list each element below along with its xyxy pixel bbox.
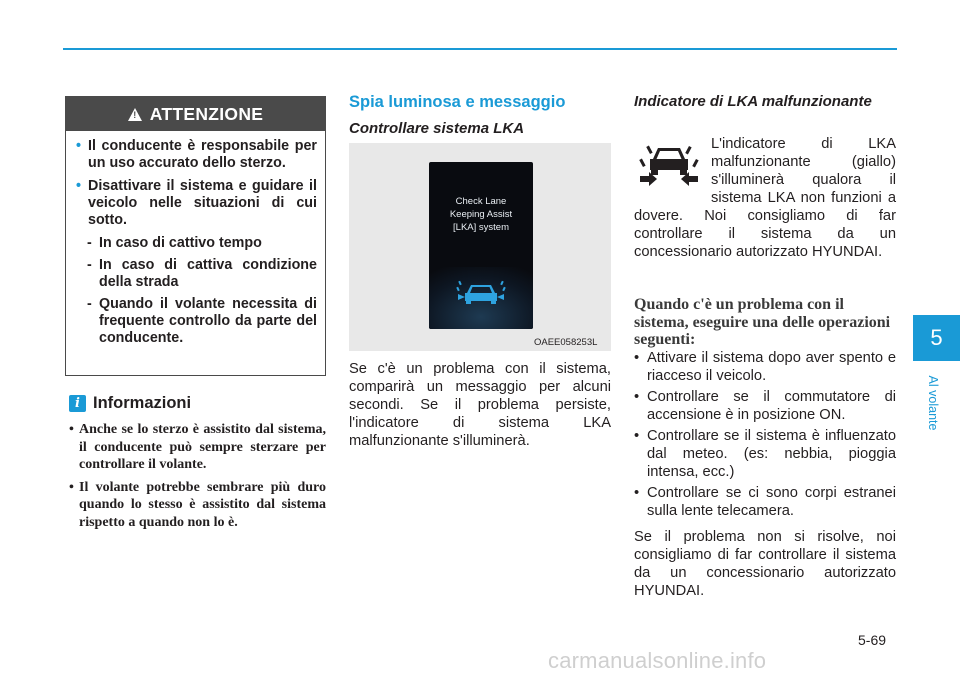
- info-title: Informazioni: [93, 394, 192, 412]
- step-item: • Controllare se il sistema è influenzato dal meteo. (es: nebbia, pioggia intensa, ecc.): [634, 427, 896, 481]
- info-bullet: • Anche se lo sterzo è assistito dal sistema, il conducente può sempre sterzare per controllare il volante.: [69, 421, 326, 474]
- warning-sub-item: - Quando il volante necessita di frequente controllo da parte del conducente.: [87, 296, 317, 346]
- cluster-display: [429, 162, 533, 329]
- warning-sub-item-text: In caso di cattiva condizione della strada: [99, 257, 317, 290]
- section-heading: Spia luminosa e messaggio: [349, 93, 566, 111]
- cluster-message-line: Check Lane: [455, 196, 507, 207]
- final-paragraph: Se il problema non si risolve, noi consigliamo di far controllare il sistema da un concessionario autorizzato HYUNDAI.: [634, 529, 896, 599]
- middle-paragraph: Se c'è un problema con il sistema, comparirà un messaggio per alcuni secondi. Se il problema persiste, l'indicatore di sistema LKA malfunzionante s'illuminerà.: [349, 361, 611, 449]
- info-bullet: • Il volante potrebbe sembrare più duro quando lo stesso è assistito dal sistema rispetto a quando non lo è.: [69, 479, 326, 532]
- warning-title: ATTENZIONE: [149, 103, 264, 124]
- step-item: • Attivare il sistema dopo aver spento e riacceso il veicolo.: [634, 349, 896, 385]
- warning-sub-item-text: In caso di cattivo tempo: [99, 235, 262, 251]
- watermark: carmanualsonline.info: [548, 648, 767, 673]
- steps-list: [634, 349, 896, 600]
- info-list: [69, 421, 326, 536]
- chapter-label: [924, 368, 942, 438]
- warning-sub-item-text: Quando il volante necessita di frequente controllo da parte del conducente.: [99, 296, 317, 346]
- info-header: [69, 394, 191, 413]
- warning-bullet: • Disattivare il sistema e guidare il veicolo nelle situazioni di cui sotto.: [76, 178, 317, 229]
- chapter-label-text: Al volante: [926, 375, 940, 431]
- indicator-description: [634, 135, 896, 261]
- chapter-tab: 5: [913, 315, 960, 361]
- warning-header: [66, 97, 325, 131]
- step-item: • Controllare se il commutatore di accensione è in posizione ON.: [634, 388, 896, 424]
- warning-body: [66, 131, 325, 347]
- section-subheading: Controllare sistema LKA: [349, 120, 525, 137]
- lka-blue-icon: [455, 279, 507, 309]
- problem-heading: Quando c'è un problema con il sistema, eseguire una delle operazioni seguenti:: [634, 296, 891, 348]
- warning-sub-item: - In caso di cattiva condizione della strada: [87, 257, 317, 290]
- page-number: 5-69: [858, 632, 887, 648]
- warning-sub-item: - In caso di cattivo tempo: [87, 235, 262, 251]
- warning-triangle-icon: !: [128, 108, 142, 121]
- cluster-message: [429, 195, 533, 234]
- indicator-text: L'indicatore di LKA malfunzionante (giallo) s'illuminerà qualora il sistema LKA non funzioni a dovere. Noi consigliamo di far controllare il sistema da un concessionario autorizzato HYUNDAI.: [634, 136, 896, 260]
- right-subheading: Indicatore di LKA malfunzionante: [634, 93, 872, 110]
- warning-box: [65, 96, 326, 376]
- cluster-message-line: Keeping Assist: [449, 209, 513, 220]
- top-rule: [63, 48, 897, 50]
- image-code: OAEE058253L: [534, 337, 598, 348]
- step-item: • Controllare se ci sono corpi estranei sulla lente telecamera.: [634, 484, 896, 520]
- info-icon: i: [69, 395, 86, 412]
- cluster-message-line: [LKA] system: [453, 222, 509, 233]
- warning-bullet: • Il conducente è responsabile per un uso accurato dello sterzo.: [76, 138, 317, 172]
- cluster-image: [349, 143, 611, 351]
